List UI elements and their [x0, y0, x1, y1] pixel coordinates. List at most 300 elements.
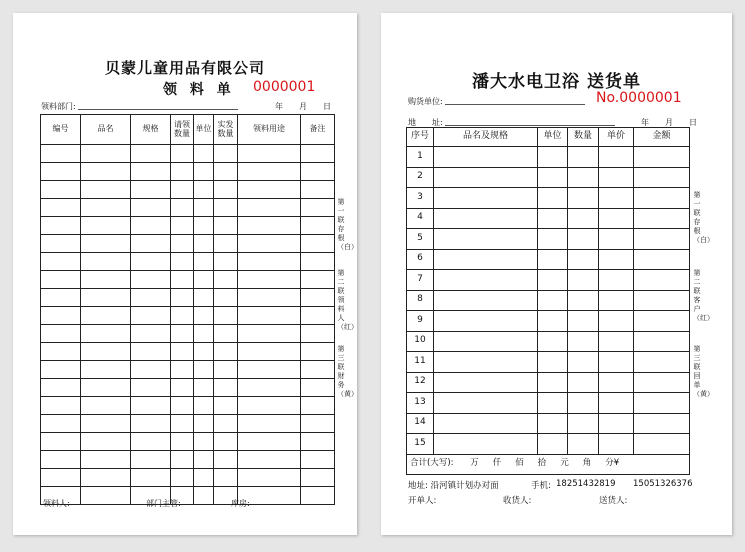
- table-cell[interactable]: [238, 343, 301, 361]
- table-cell[interactable]: [538, 393, 568, 414]
- table-cell[interactable]: [131, 325, 171, 343]
- table-cell[interactable]: [214, 199, 238, 217]
- table-cell[interactable]: [538, 229, 568, 250]
- column-header: 序号: [407, 128, 434, 147]
- table-cell[interactable]: [538, 147, 568, 168]
- total-unit: 万: [470, 458, 479, 469]
- table-cell[interactable]: [41, 163, 81, 181]
- table-cell[interactable]: [301, 145, 335, 163]
- column-header: 金额: [634, 128, 690, 147]
- table-cell[interactable]: [81, 343, 131, 361]
- table-cell[interactable]: [301, 325, 335, 343]
- table-cell[interactable]: [238, 325, 301, 343]
- warehouse-label: 库房:: [231, 499, 250, 508]
- column-header: 品名: [81, 115, 131, 145]
- table-cell[interactable]: [41, 307, 81, 325]
- table-cell[interactable]: [634, 208, 690, 229]
- table-cell[interactable]: [81, 361, 131, 379]
- table-cell[interactable]: [81, 487, 131, 505]
- table-cell[interactable]: [194, 163, 214, 181]
- table-row: [41, 271, 335, 289]
- table-row: [407, 352, 690, 373]
- total-unit: 元: [560, 458, 569, 469]
- table-cell[interactable]: [131, 307, 171, 325]
- copy-note-2: 第二联领料人（红）: [337, 269, 358, 331]
- table-cell[interactable]: [568, 352, 599, 373]
- receiver-label: 领料人:: [43, 499, 70, 508]
- table-cell[interactable]: [41, 415, 81, 433]
- row-number: 12: [407, 372, 434, 393]
- table-cell[interactable]: [599, 434, 634, 455]
- table-cell[interactable]: [81, 163, 131, 181]
- table-cell[interactable]: [81, 451, 131, 469]
- table-row: [41, 253, 335, 271]
- table-cell[interactable]: [194, 451, 214, 469]
- table-cell[interactable]: [214, 397, 238, 415]
- table-cell[interactable]: [599, 167, 634, 188]
- sender-label: 送货人:: [599, 496, 628, 506]
- table-cell[interactable]: [634, 249, 690, 270]
- table-cell[interactable]: [434, 208, 538, 229]
- table-row: [41, 361, 335, 379]
- table-row: [41, 163, 335, 181]
- table-cell[interactable]: [171, 199, 194, 217]
- table-row: [407, 331, 690, 352]
- table-cell[interactable]: [214, 145, 238, 163]
- table-cell[interactable]: [171, 307, 194, 325]
- table-cell[interactable]: [171, 433, 194, 451]
- copy-note-1: 第一联存根（白）: [337, 198, 358, 251]
- table-cell[interactable]: [81, 253, 131, 271]
- table-cell[interactable]: [41, 271, 81, 289]
- company-address: 地址: 沿河镇计划办对面: [408, 481, 499, 491]
- table-cell[interactable]: [238, 199, 301, 217]
- table-cell[interactable]: [81, 181, 131, 199]
- table-cell[interactable]: [538, 434, 568, 455]
- table-cell[interactable]: [568, 434, 599, 455]
- table-cell[interactable]: [434, 229, 538, 250]
- table-cell[interactable]: [81, 235, 131, 253]
- table-cell[interactable]: [599, 188, 634, 209]
- table-cell[interactable]: [171, 145, 194, 163]
- table-cell[interactable]: [214, 253, 238, 271]
- table-cell[interactable]: [81, 307, 131, 325]
- table-cell[interactable]: [214, 307, 238, 325]
- table-cell[interactable]: [194, 253, 214, 271]
- table-cell[interactable]: [131, 433, 171, 451]
- table-cell[interactable]: [214, 289, 238, 307]
- table-cell[interactable]: [41, 289, 81, 307]
- table-cell[interactable]: [538, 331, 568, 352]
- table-cell[interactable]: [81, 289, 131, 307]
- table-cell[interactable]: [599, 413, 634, 434]
- table-cell[interactable]: [634, 393, 690, 414]
- table-cell[interactable]: [238, 307, 301, 325]
- table-cell[interactable]: [214, 415, 238, 433]
- table-cell[interactable]: [538, 188, 568, 209]
- table-cell[interactable]: [171, 181, 194, 199]
- form-number: [596, 90, 682, 106]
- table-cell[interactable]: [568, 290, 599, 311]
- table-cell[interactable]: [434, 167, 538, 188]
- column-header: 实发 数量: [214, 115, 238, 145]
- table-cell[interactable]: [538, 311, 568, 332]
- table-cell[interactable]: [194, 487, 214, 505]
- table-cell[interactable]: [599, 311, 634, 332]
- table-cell[interactable]: [599, 372, 634, 393]
- row-number: 7: [407, 270, 434, 291]
- table-cell[interactable]: [238, 235, 301, 253]
- table-cell[interactable]: [41, 199, 81, 217]
- row-number: 4: [407, 208, 434, 229]
- table-cell[interactable]: [194, 379, 214, 397]
- table-cell[interactable]: [599, 331, 634, 352]
- table-cell[interactable]: [171, 415, 194, 433]
- table-cell[interactable]: [599, 208, 634, 229]
- table-row: [41, 217, 335, 235]
- table-cell[interactable]: [301, 433, 335, 451]
- table-cell[interactable]: [131, 451, 171, 469]
- table-cell[interactable]: [194, 235, 214, 253]
- table-cell[interactable]: [568, 311, 599, 332]
- table-cell[interactable]: [634, 372, 690, 393]
- table-row: [407, 147, 690, 168]
- table-cell[interactable]: [568, 331, 599, 352]
- table-cell[interactable]: [238, 361, 301, 379]
- table-cell[interactable]: [194, 217, 214, 235]
- table-cell[interactable]: [301, 181, 335, 199]
- table-row: [407, 393, 690, 414]
- table-cell[interactable]: [301, 217, 335, 235]
- table-cell[interactable]: [194, 271, 214, 289]
- table-row: [407, 270, 690, 291]
- table-cell[interactable]: [81, 325, 131, 343]
- table-cell[interactable]: [81, 433, 131, 451]
- table-cell[interactable]: [131, 343, 171, 361]
- total-unit: 分¥: [605, 458, 620, 469]
- table-cell[interactable]: [41, 433, 81, 451]
- table-cell[interactable]: [599, 229, 634, 250]
- table-cell[interactable]: [41, 343, 81, 361]
- table-cell[interactable]: [238, 163, 301, 181]
- table-cell[interactable]: [214, 433, 238, 451]
- table-cell[interactable]: [568, 372, 599, 393]
- table-cell[interactable]: [194, 415, 214, 433]
- table-cell[interactable]: [634, 229, 690, 250]
- table-cell[interactable]: [194, 145, 214, 163]
- row-number: 10: [407, 331, 434, 352]
- table-cell[interactable]: [41, 235, 81, 253]
- phone-1: 18251432819: [556, 479, 616, 489]
- total-unit: 仟: [492, 458, 502, 469]
- table-cell[interactable]: [194, 343, 214, 361]
- copy-note-2: 第二联客户（红）: [693, 269, 714, 322]
- table-cell[interactable]: [81, 199, 131, 217]
- table-cell[interactable]: [568, 229, 599, 250]
- table-cell[interactable]: [131, 235, 171, 253]
- delivery-note-form: [381, 13, 732, 535]
- table-cell[interactable]: [238, 433, 301, 451]
- date-label: 年 月 日: [275, 102, 331, 111]
- table-cell[interactable]: [238, 217, 301, 235]
- table-cell[interactable]: [301, 253, 335, 271]
- column-header: 单价: [599, 128, 634, 147]
- table-cell[interactable]: [301, 469, 335, 487]
- table-cell[interactable]: [41, 217, 81, 235]
- table-cell[interactable]: [301, 451, 335, 469]
- table-cell[interactable]: [131, 271, 171, 289]
- buyer-label: 购货单位:: [408, 97, 443, 106]
- table-cell[interactable]: [214, 235, 238, 253]
- total-unit: 角: [582, 458, 592, 469]
- table-cell[interactable]: [434, 352, 538, 373]
- table-cell[interactable]: [131, 469, 171, 487]
- form-title: 潘大水电卫浴 送货单: [472, 72, 641, 92]
- table-cell[interactable]: [634, 270, 690, 291]
- table-cell[interactable]: [634, 147, 690, 168]
- table-cell[interactable]: [131, 289, 171, 307]
- table-cell[interactable]: [238, 415, 301, 433]
- table-cell[interactable]: [238, 271, 301, 289]
- table-cell[interactable]: [599, 352, 634, 373]
- table-cell[interactable]: [41, 361, 81, 379]
- table-cell[interactable]: [434, 290, 538, 311]
- column-header: 单位: [538, 128, 568, 147]
- table-cell[interactable]: [301, 307, 335, 325]
- total-unit: 佰: [515, 458, 524, 469]
- table-cell[interactable]: [238, 289, 301, 307]
- table-cell[interactable]: [238, 469, 301, 487]
- table-cell[interactable]: [194, 307, 214, 325]
- table-cell[interactable]: [171, 235, 194, 253]
- table-cell[interactable]: [171, 253, 194, 271]
- table-cell[interactable]: [634, 167, 690, 188]
- table-cell[interactable]: [568, 393, 599, 414]
- table-cell[interactable]: [171, 217, 194, 235]
- table-cell[interactable]: [434, 331, 538, 352]
- table-cell[interactable]: [81, 469, 131, 487]
- table-cell[interactable]: [238, 145, 301, 163]
- table-cell[interactable]: [194, 289, 214, 307]
- table-cell[interactable]: [171, 163, 194, 181]
- table-cell[interactable]: [568, 208, 599, 229]
- company-name: 贝蒙儿童用品有限公司: [104, 59, 265, 77]
- table-cell[interactable]: [568, 270, 599, 291]
- table-cell[interactable]: [538, 352, 568, 373]
- column-header: 数量: [568, 128, 599, 147]
- department-line: [78, 109, 238, 110]
- table-cell[interactable]: [194, 181, 214, 199]
- table-cell[interactable]: [214, 451, 238, 469]
- table-cell[interactable]: [538, 167, 568, 188]
- table-cell[interactable]: [131, 379, 171, 397]
- table-cell[interactable]: [301, 199, 335, 217]
- table-cell[interactable]: [214, 217, 238, 235]
- column-header: 单位: [194, 115, 214, 145]
- table-cell[interactable]: [434, 188, 538, 209]
- row-number: 2: [407, 167, 434, 188]
- copy-note-3: 第三联回单（黄）: [693, 345, 714, 398]
- table-cell[interactable]: [238, 253, 301, 271]
- table-cell[interactable]: [131, 397, 171, 415]
- department-label: 领料部门:: [41, 102, 76, 111]
- table-row: [41, 433, 335, 451]
- table-row: [41, 307, 335, 325]
- table-cell[interactable]: [214, 361, 238, 379]
- table-cell[interactable]: [301, 289, 335, 307]
- table-cell[interactable]: [301, 271, 335, 289]
- table-cell[interactable]: [434, 393, 538, 414]
- address-line: [445, 125, 615, 126]
- table-row: [41, 415, 335, 433]
- table-cell[interactable]: [41, 325, 81, 343]
- table-cell[interactable]: [301, 415, 335, 433]
- table-cell[interactable]: [214, 325, 238, 343]
- table-cell[interactable]: [41, 253, 81, 271]
- table-cell[interactable]: [81, 217, 131, 235]
- table-cell[interactable]: [634, 352, 690, 373]
- table-row: [41, 343, 335, 361]
- table-cell[interactable]: [194, 361, 214, 379]
- column-header: 领料用途: [238, 115, 301, 145]
- table-cell[interactable]: [41, 469, 81, 487]
- table-row: [41, 487, 335, 505]
- phone-2: 15051326376: [633, 479, 693, 489]
- table-cell[interactable]: [538, 208, 568, 229]
- table-cell[interactable]: [171, 325, 194, 343]
- table-cell[interactable]: [214, 163, 238, 181]
- table-cell[interactable]: [171, 397, 194, 415]
- table-cell[interactable]: [634, 413, 690, 434]
- table-cell[interactable]: [301, 487, 335, 505]
- table-cell[interactable]: [194, 325, 214, 343]
- table-cell[interactable]: [538, 270, 568, 291]
- table-cell[interactable]: [171, 469, 194, 487]
- table-cell[interactable]: [131, 199, 171, 217]
- table-cell[interactable]: [238, 397, 301, 415]
- table-cell[interactable]: [538, 372, 568, 393]
- row-number: 1: [407, 147, 434, 168]
- table-cell[interactable]: [194, 469, 214, 487]
- table-cell[interactable]: [301, 343, 335, 361]
- table-cell[interactable]: [434, 372, 538, 393]
- table-cell[interactable]: [568, 413, 599, 434]
- table-cell[interactable]: [41, 379, 81, 397]
- table-cell[interactable]: [194, 199, 214, 217]
- table-cell[interactable]: [81, 415, 131, 433]
- table-cell[interactable]: [214, 181, 238, 199]
- table-cell[interactable]: [41, 181, 81, 199]
- requisition-form: [13, 13, 357, 535]
- phone-label: 手机:: [531, 481, 551, 491]
- table-cell[interactable]: [41, 397, 81, 415]
- table-row: [41, 181, 335, 199]
- table-cell[interactable]: [238, 379, 301, 397]
- table-cell[interactable]: [634, 290, 690, 311]
- table-cell[interactable]: [434, 311, 538, 332]
- table-cell[interactable]: [171, 271, 194, 289]
- table-cell[interactable]: [568, 249, 599, 270]
- table-cell[interactable]: [131, 163, 171, 181]
- table-cell[interactable]: [568, 147, 599, 168]
- table-cell[interactable]: [81, 271, 131, 289]
- table-cell[interactable]: [214, 271, 238, 289]
- table-cell[interactable]: [301, 235, 335, 253]
- table-cell[interactable]: [301, 379, 335, 397]
- table-cell[interactable]: [131, 217, 171, 235]
- table-cell[interactable]: [434, 249, 538, 270]
- table-cell[interactable]: [599, 270, 634, 291]
- table-cell[interactable]: [599, 290, 634, 311]
- table-cell[interactable]: [41, 451, 81, 469]
- table-cell[interactable]: [301, 397, 335, 415]
- table-cell[interactable]: [194, 397, 214, 415]
- table-cell[interactable]: [214, 379, 238, 397]
- table-row: [41, 145, 335, 163]
- table-cell[interactable]: [568, 167, 599, 188]
- table-cell[interactable]: [81, 145, 131, 163]
- table-cell[interactable]: [171, 343, 194, 361]
- table-cell[interactable]: [434, 434, 538, 455]
- table-cell[interactable]: [238, 181, 301, 199]
- table-cell[interactable]: [194, 433, 214, 451]
- table-cell[interactable]: [538, 249, 568, 270]
- receiver-label: 收货人:: [503, 496, 532, 506]
- table-cell[interactable]: [131, 145, 171, 163]
- table-cell[interactable]: [171, 451, 194, 469]
- table-cell[interactable]: [599, 147, 634, 168]
- form-title: 领 料 单: [163, 82, 235, 98]
- table-cell[interactable]: [634, 188, 690, 209]
- table-cell[interactable]: [538, 290, 568, 311]
- table-cell[interactable]: [634, 434, 690, 455]
- table-cell[interactable]: [171, 361, 194, 379]
- table-cell[interactable]: [434, 413, 538, 434]
- table-cell[interactable]: [568, 188, 599, 209]
- table-cell[interactable]: [171, 289, 194, 307]
- column-header: 规格: [131, 115, 171, 145]
- address-label: 地 址:: [408, 118, 443, 127]
- table-cell[interactable]: [634, 331, 690, 352]
- date-label: 年 月 日: [641, 118, 697, 127]
- table-cell[interactable]: [599, 393, 634, 414]
- table-cell[interactable]: [634, 311, 690, 332]
- table-cell[interactable]: [131, 415, 171, 433]
- column-header: 请领 数量: [171, 115, 194, 145]
- table-cell[interactable]: [434, 147, 538, 168]
- table-cell[interactable]: [131, 361, 171, 379]
- table-cell[interactable]: [599, 249, 634, 270]
- table-cell[interactable]: [131, 253, 171, 271]
- row-number: 8: [407, 290, 434, 311]
- table-cell[interactable]: [214, 343, 238, 361]
- number-value: 0000001: [619, 90, 682, 106]
- table-row: [407, 311, 690, 332]
- table-cell[interactable]: [81, 379, 131, 397]
- table-cell[interactable]: [434, 270, 538, 291]
- table-cell[interactable]: [538, 413, 568, 434]
- table-cell[interactable]: [81, 397, 131, 415]
- table-cell[interactable]: [171, 379, 194, 397]
- table-cell[interactable]: [131, 181, 171, 199]
- table-row: [41, 325, 335, 343]
- table-cell[interactable]: [301, 361, 335, 379]
- table-cell[interactable]: [301, 163, 335, 181]
- table-cell[interactable]: [214, 469, 238, 487]
- column-header: 备注: [301, 115, 335, 145]
- table-cell[interactable]: [238, 451, 301, 469]
- table-cell[interactable]: [41, 145, 81, 163]
